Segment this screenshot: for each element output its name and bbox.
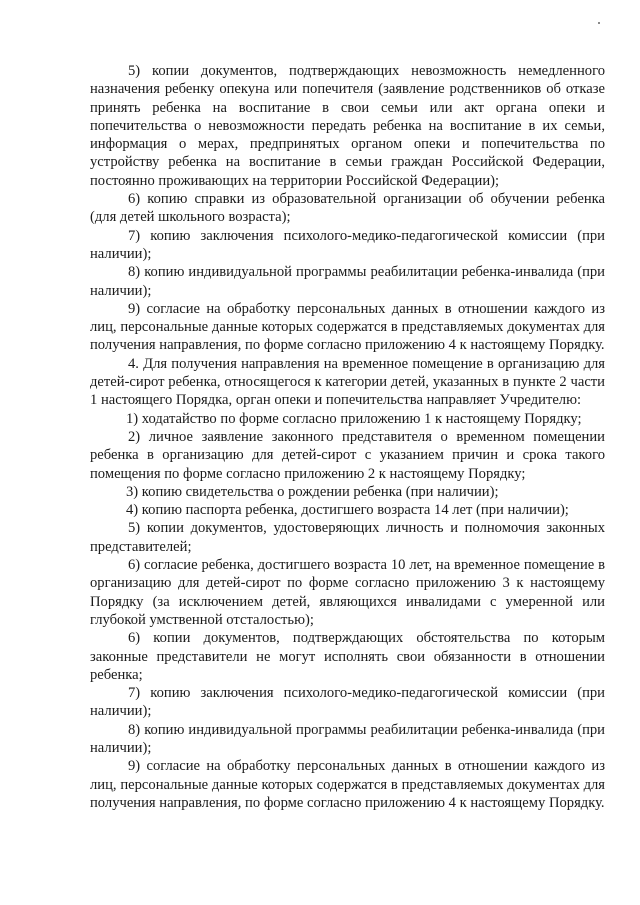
paragraph-item-8-rehabilitation-program: 8) копию индивидуальной программы реабилитации ребенка-инвалида (при наличии); xyxy=(90,264,605,299)
paragraph-item-5-documents: 5) копии документов, подтверждающих невозможность немедленного назначения ребенку опекуна или попечителя (заявление родственников об отказе принять ребенка на воспитание в свои семьи или акт органа опеки и попечительства о невозможности передать ребенка на воспитание в их семьи, информация о мерах, предпринятых органом опеки и попечительства по устройству ребенка на воспитание в семьи граждан Российской Федерации, постоянно проживающих на территории Российской Федерации); xyxy=(90,63,605,189)
paragraph-item-7-commission-conclusion: 7) копию заключения психолого-медико-педагогической комиссии (при наличии); xyxy=(90,227,605,262)
paragraph-item-9-data-consent: 9) согласие на обработку персональных данных в отношении каждого из лиц, персональные данные которых содержатся в представляемых документах для получения направления, по форме согласно приложению 4 к настоящему Порядку. xyxy=(90,300,605,354)
paragraph-item-2-personal-statement: 2) личное заявление законного представителя о временном помещении ребенка в организацию для детей-сирот с указанием причин и срока такого помещения по форме согласно приложению 2 к настоящему Порядку; xyxy=(90,428,605,482)
paragraph-item-6-school-certificate: 6) копию справки из образовательной организации об обучении ребенка (для детей школьного возраста); xyxy=(90,191,605,226)
paragraph-item-9-data-consent-2: 9) согласие на обработку персональных данных в отношении каждого из лиц, персональные данные которых содержатся в представляемых документах для получения направления, по форме согласно приложению 4 к настоящему Порядку. xyxy=(90,758,605,811)
paragraph-item-1-petition: 1) ходатайство по форме согласно приложению 1 к настоящему Порядку; xyxy=(126,410,582,427)
paragraph-item-6-child-consent: 6) согласие ребенка, достигшего возраста 10 лет, на временное помещение в организацию для детей-сирот по форме согласно приложению 3 к настоящему Порядку (за исключением детей, являющихся инвалидами с умеренной или глубокой умственной отсталостью); xyxy=(90,557,605,628)
paragraph-section-4: 4. Для получения направления на временное помещение в организацию для детей-сирот ребенка, относящегося к категории детей, указанных в пункте 2 части 1 настоящего Порядка, орган опеки и попечительства направляет Учредителю: xyxy=(90,355,605,409)
paragraph-item-5-identity-documents: 5) копии документов, удостоверяющих личность и полномочия законных представителей; xyxy=(90,520,605,555)
paragraph-item-6-circumstances-documents: 6) копии документов, подтверждающих обстоятельства по которым законные представители не могут исполнять свои обязанности в отношении ребенка; xyxy=(90,630,605,683)
document-page xyxy=(90,62,605,812)
paragraph-item-3-birth-certificate: 3) копию свидетельства о рождении ребенка (при наличии); xyxy=(126,483,499,500)
scan-speck xyxy=(598,22,600,24)
paragraph-item-4-passport: 4) копию паспорта ребенка, достигшего возраста 14 лет (при наличии); xyxy=(126,502,569,519)
paragraph-item-7-commission-conclusion-2: 7) копию заключения психолого-медико-педагогической комиссии (при наличии); xyxy=(90,685,605,720)
paragraph-item-8-rehabilitation-program-2: 8) копию индивидуальной программы реабилитации ребенка-инвалида (при наличии); xyxy=(90,721,605,756)
